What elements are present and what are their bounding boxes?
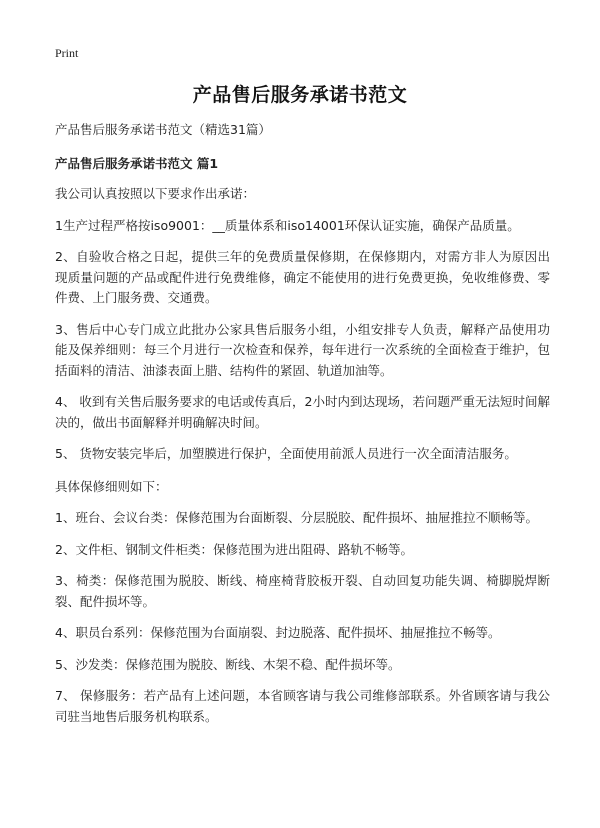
print-label: Print [55, 46, 79, 60]
detail-item: 1、班台、会议台类：保修范围为台面断裂、分层脱胶、配件损坏、抽屉推拉不顺畅等。 [55, 510, 538, 525]
commitment-item: 1生产过程严格按iso9001：__质量体系和iso14001环保认证实施，确保产品质量。 [55, 217, 520, 233]
detail-item: 7、 保修服务：若产品有上述问题，本省顾客请与我公司维修部联系。外省顾客请与我公司驻当地售后服务机构联系。 [55, 688, 550, 724]
detail-item: 2、文件柜、钢制文件柜类：保修范围为进出阻碍、路轨不畅等。 [55, 541, 413, 557]
commitment-item: 4、 收到有关售后服务要求的电话或传真后，2小时内到达现场，若问题严重无法短时间解决的，做出书面解释并明确解决时间。 [55, 394, 550, 430]
commitment-item: 5、 货物安装完毕后，加塑膜进行保护，全面使用前派人员进行一次全面清洁服务。 [55, 446, 517, 461]
details-intro: 具体保修细则如下： [55, 478, 168, 494]
detail-item: 4、职员台系列：保修范围为台面崩裂、封边脱落、配件损坏、抽屉推拉不畅等。 [55, 625, 501, 640]
page-title: 产品售后服务承诺书范文 [192, 84, 408, 106]
commitment-item: 2、自验收合格之日起，提供三年的免费质量保修期，在保修期内，对需方非人为原因出现质量问题的产品或配件进行免费维修，确定不能使用的进行免费更换，免收维修费、零件费、上门服务费、交通费。 [55, 249, 550, 305]
commitment-item: 3、售后中心专门成立此批办公家具售后服务小组，小组安排专人负责，解释产品使用功能及保养细则：每三个月进行一次检查和保养，每年进行一次系统的全面检查于维护，包括面料的清洁、油漆表面上腊、结构件的紧固、轨道加油等。 [55, 321, 550, 378]
document-subtitle: 产品售后服务承诺书范文（精选31篇） [55, 122, 271, 137]
document-body [55, 120, 550, 738]
section-heading: 产品售后服务承诺书范文 篇1 [55, 155, 219, 171]
intro-paragraph: 我公司认真按照以下要求作出承诺： [55, 186, 256, 201]
detail-item: 3、椅类：保修范围为脱胶、断线、椅座椅背胶板开裂、自动回复功能失调、椅脚脱焊断裂、配件损坏等。 [55, 573, 550, 609]
detail-item: 5、沙发类：保修范围为脱胶、断线、木架不稳、配件损坏等。 [55, 656, 401, 672]
